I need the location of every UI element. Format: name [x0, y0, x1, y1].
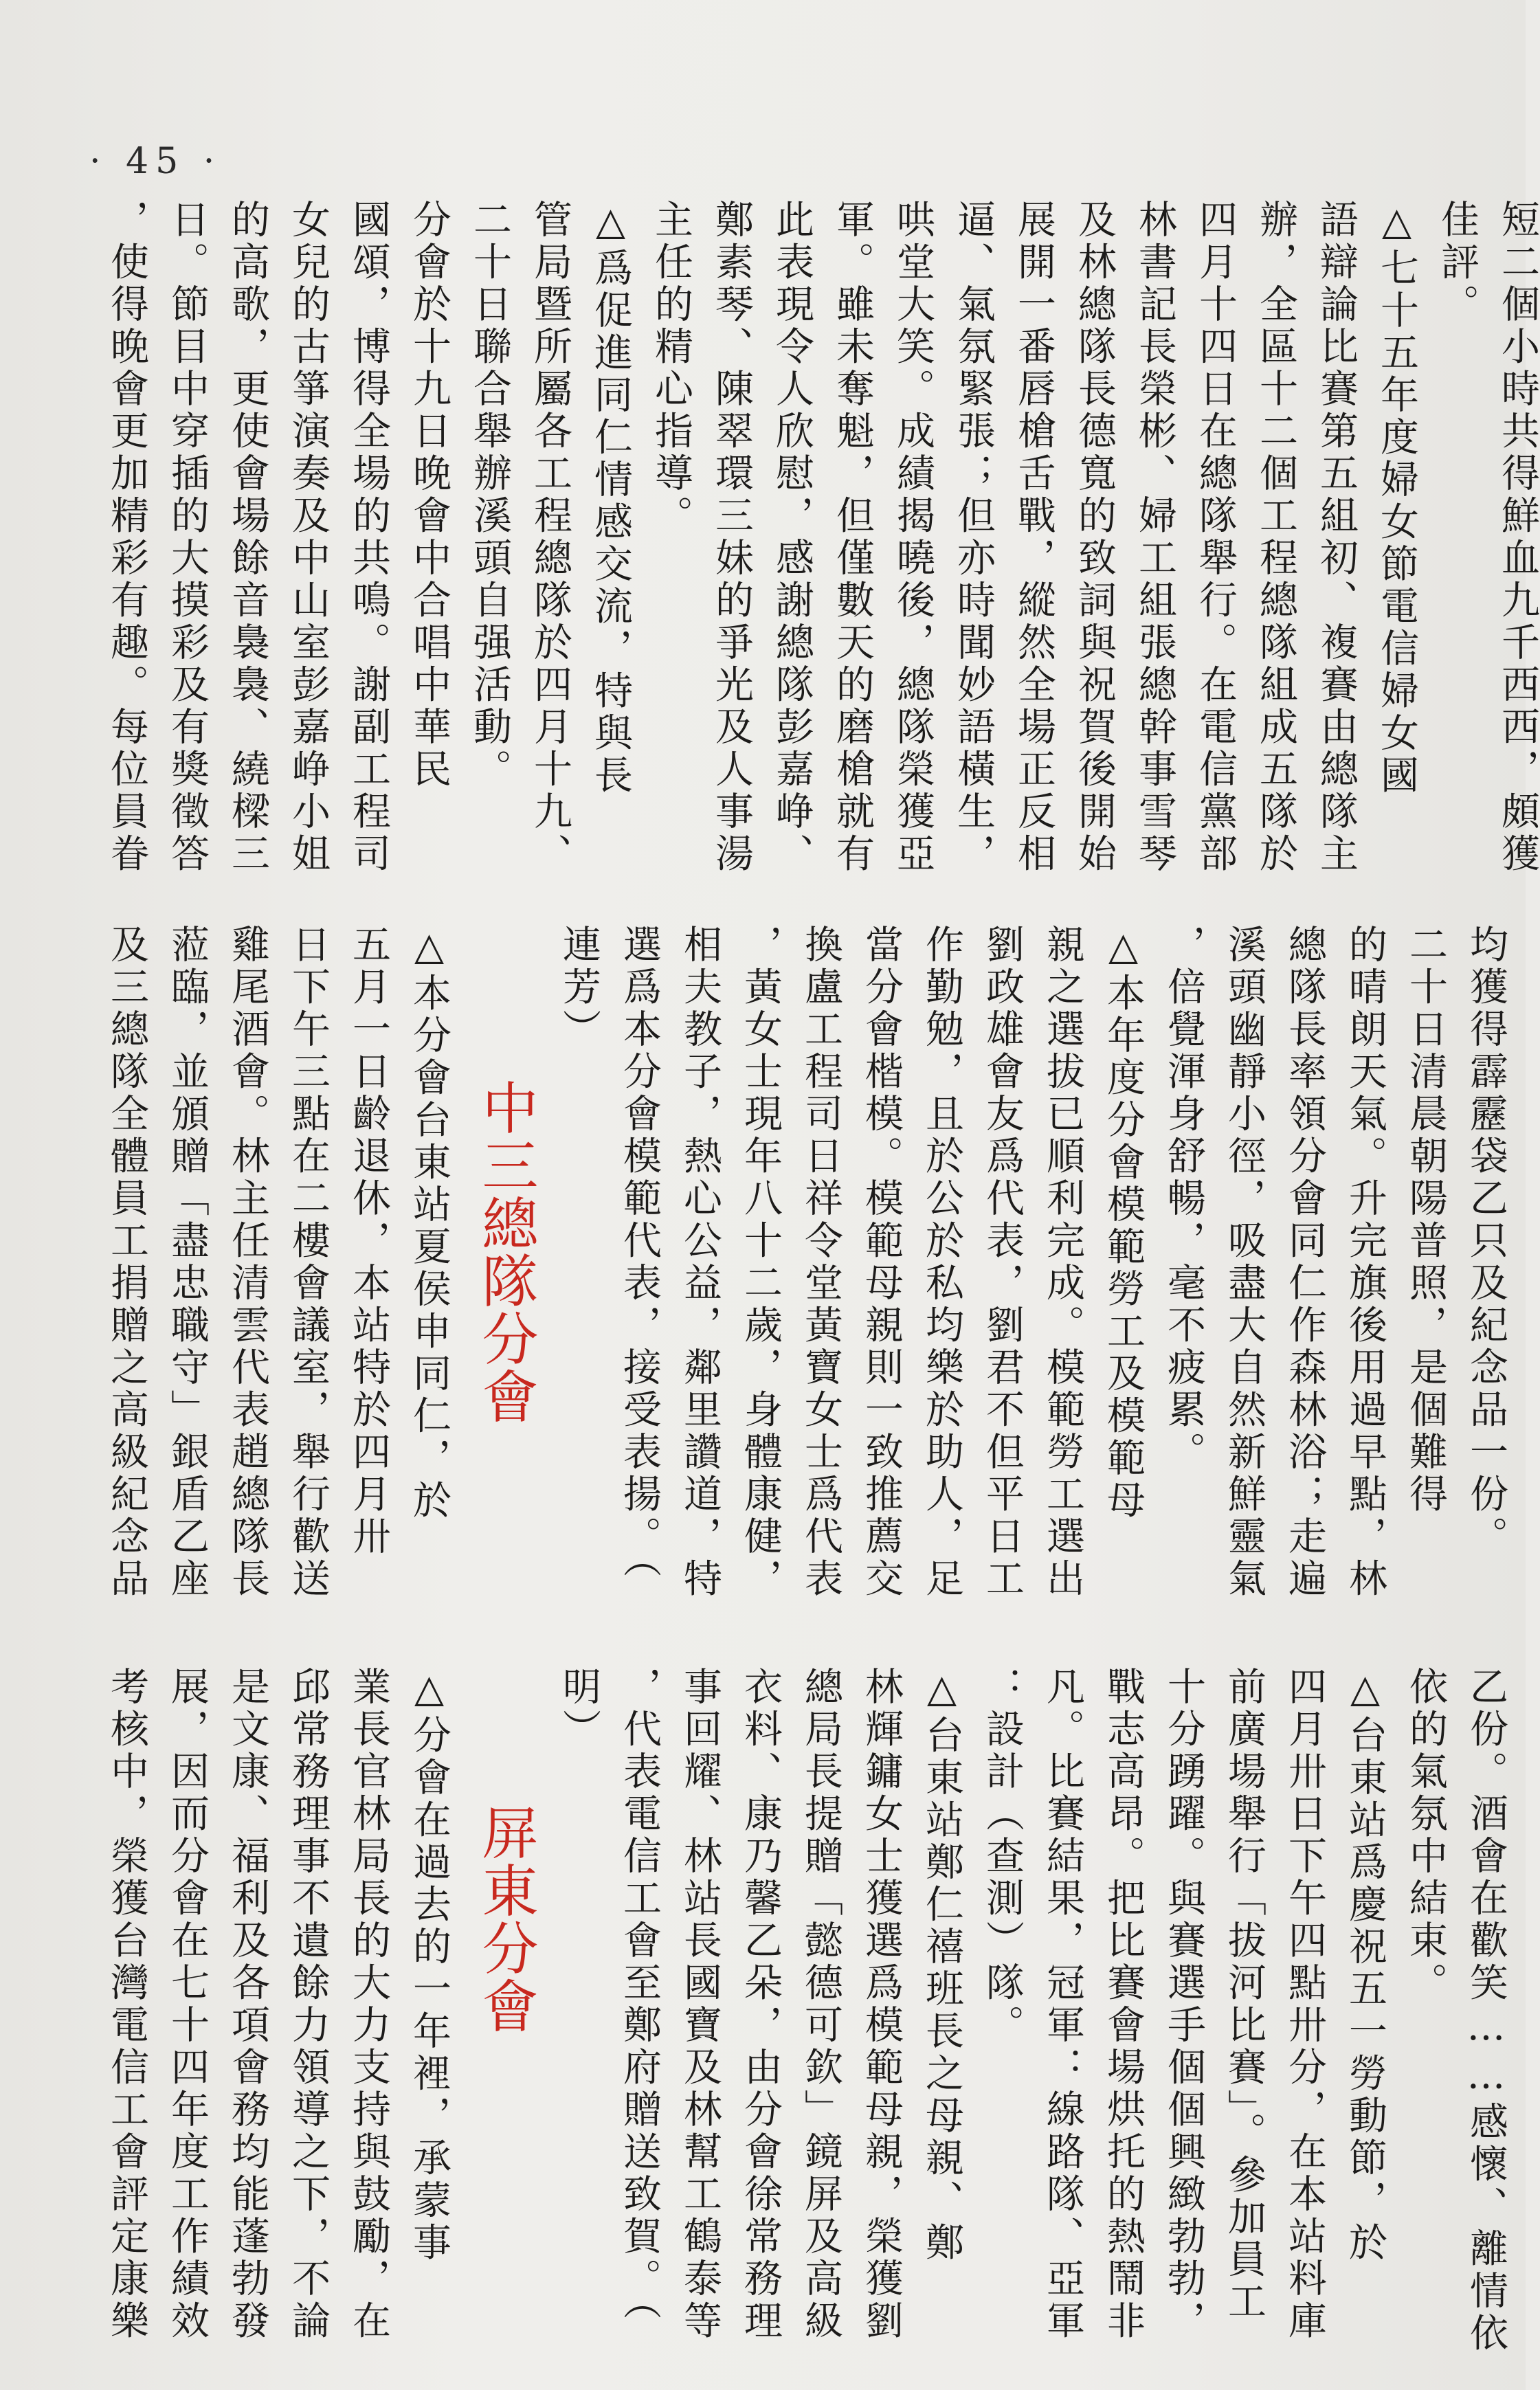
text-column: 的高歌，更使會場餘音裊裊、繞樑三 [225, 199, 270, 875]
text-column: ，代表電信工會至鄭府贈送致賀。（ [617, 1666, 662, 2323]
text-column: 總隊長率領分會同仁作森林浴；走遍 [1282, 924, 1327, 1600]
text-column: 前廣場舉行「拔河比賽」。參加員工 [1222, 1666, 1266, 2323]
text-column: 鄭素琴、陳翠環三妹的爭光及人事湯 [709, 199, 754, 875]
text-column: 換盧工程司日祥令堂黃寶女士爲代表 [799, 924, 843, 1600]
article-top-block [104, 199, 1540, 893]
text-column: 當分會楷模。模範母親則一致推薦交 [859, 924, 904, 1600]
text-column: △七十五年度婦女節電信婦女國 [1374, 199, 1419, 797]
text-column: 總局長提贈「懿德可欽」鏡屏及高級 [799, 1666, 843, 2343]
text-column: △爲促進同仁情感交流，特與長 [588, 199, 633, 797]
text-column: 蒞臨，並頒贈「盡忠職守」銀盾乙座 [165, 924, 210, 1600]
text-column: 主任的精心指導。 [649, 199, 693, 537]
text-column: 二十日聯合舉辦溪頭自强活動。 [467, 199, 512, 791]
text-column: 戰志高昂。把比賽會場烘托的熱鬧非 [1101, 1666, 1146, 2343]
text-column: 日。節目中穿插的大摸彩及有獎徵答 [165, 199, 210, 875]
text-column: △本分會台東站夏侯申同仁，於 [407, 924, 451, 1522]
article-middle-block [104, 924, 1508, 1611]
text-column: 軍。雖未奪魁，但僅數天的磨槍就有 [830, 199, 875, 875]
text-column: 是文康、福利及各項會務均能蓬勃發 [225, 1666, 270, 2343]
text-column: 相夫教子，熱心公益，鄰里讚道，特 [678, 924, 722, 1600]
text-column: 逼、氣氛緊張；但亦時聞妙語橫生， [951, 199, 996, 875]
text-column: 的晴朗天氣。升完旗後用過早點，林 [1343, 924, 1387, 1600]
text-column: 管局暨所屬各工程總隊於四月十九、 [528, 199, 572, 875]
text-column: 乙份。酒會在歡笑……感懷、離情依 [1464, 1666, 1508, 2355]
text-column: 考核中，榮獲台灣電信工會評定康樂 [104, 1666, 149, 2343]
text-column: 事回耀、林站長國寶及林幫工鶴泰等 [678, 1666, 722, 2343]
text-column: △本年度分會模範勞工及模範母 [1101, 924, 1146, 1522]
text-column: 展，因而分會在七十四年度工作績效 [165, 1666, 210, 2343]
text-column: 及三總隊全體員工捐贈之高級紀念品 [104, 924, 149, 1600]
text-column: 女兒的古箏演奏及中山室彭嘉峥小姐 [286, 199, 331, 875]
text-column: 辦，全區十二個工程總隊組成五隊於 [1253, 199, 1298, 875]
text-column: 溪頭幽靜小徑，吸盡大自然新鮮靈氣 [1222, 924, 1266, 1600]
text-column: 林書記長榮彬、婦工組張總幹事雪琴 [1132, 199, 1177, 875]
text-column: 此表現令人欣慰，感謝總隊彭嘉峥、 [770, 199, 814, 875]
text-column: 均獲得霹靂袋乙只及紀念品一份。 [1464, 924, 1508, 1559]
text-column: 展開一番唇槍舌戰，縱然全場正反相 [1012, 199, 1056, 875]
text-column: 語辯論比賽第五組初、複賽由總隊主 [1314, 199, 1359, 875]
section-title-zhong-san: 中三總隊分會 [473, 1079, 538, 1425]
article-bottom-block [104, 1666, 1508, 2355]
text-column: ，倍覺渾身舒暢，毫不疲累。 [1161, 924, 1206, 1474]
text-column: 短二個小時共得鮮血九千西西，頗獲 [1495, 199, 1540, 875]
text-column: 明） [557, 1666, 601, 1751]
text-column: 哄堂大笑。成績揭曉後，總隊榮獲亞 [891, 199, 935, 875]
text-column: 邱常務理事不遺餘力領導之下，不論 [286, 1666, 331, 2343]
text-column: △台東站鄭仁禧班長之母親、鄭 [919, 1666, 964, 2264]
text-column: 作勤勉，且於公於私均樂於助人，足 [919, 924, 964, 1600]
text-column: 日下午三點在二樓會議室，舉行歡送 [286, 924, 331, 1600]
text-column: 分會於十九日晚會中合唱中華民 [407, 199, 451, 791]
text-column: ，黃女士現年八十二歲，身體康健， [738, 924, 783, 1600]
text-column: 劉政雄會友爲代表，劉君不但平日工 [980, 924, 1025, 1600]
section-title-pingdong: 屏東分會 [473, 1804, 538, 2035]
text-column: 四月卅日下午四點卅分，在本站料庫 [1282, 1666, 1327, 2343]
text-column: 佳評。 [1435, 199, 1480, 326]
text-column: ，使得晚會更加精彩有趣。每位員眷 [104, 199, 149, 875]
text-column: 十分踴躍。與賽選手個個興緻勃勃， [1161, 1666, 1206, 2343]
text-column: 二十日清晨朝陽普照，是個難得 [1403, 924, 1448, 1516]
text-column: 五月一日齡退休，本站特於四月卅 [346, 924, 391, 1559]
text-column: 林輝鏞女士獲選爲模範母親，榮獲劉 [859, 1666, 904, 2343]
text-column: 業長官林局長的大力支持與鼓勵，在 [346, 1666, 391, 2343]
page-number: · 45 · [89, 141, 222, 182]
text-column: 親之選拔已順利完成。模範勞工選出 [1040, 924, 1085, 1600]
text-column: 四月十四日在總隊舉行。在電信黨部 [1193, 199, 1238, 875]
text-column: 選爲本分會模範代表，接受表揚。（ [617, 924, 662, 1581]
text-column: 凡。比賽結果，冠軍：線路隊、亞軍 [1040, 1666, 1085, 2343]
text-column: 連芳） [557, 924, 601, 1051]
text-column: 及林總隊長德寬的致詞與祝賀後開始 [1072, 199, 1117, 875]
text-column: △分會在過去的一年裡，承蒙事 [407, 1666, 451, 2264]
text-column: 雞尾酒會。林主任清雲代表趙總隊長 [225, 924, 270, 1600]
text-column: 國頌，博得全場的共鳴。謝副工程司 [346, 199, 391, 875]
text-column: 依的氣氛中結束。 [1403, 1666, 1448, 2004]
text-column: ：設計（查測）隊。 [980, 1666, 1025, 2047]
text-column: △台東站爲慶祝五一勞動節，於 [1343, 1666, 1387, 2264]
text-column: 衣料、康乃馨乙朵，由分會徐常務理 [738, 1666, 783, 2343]
